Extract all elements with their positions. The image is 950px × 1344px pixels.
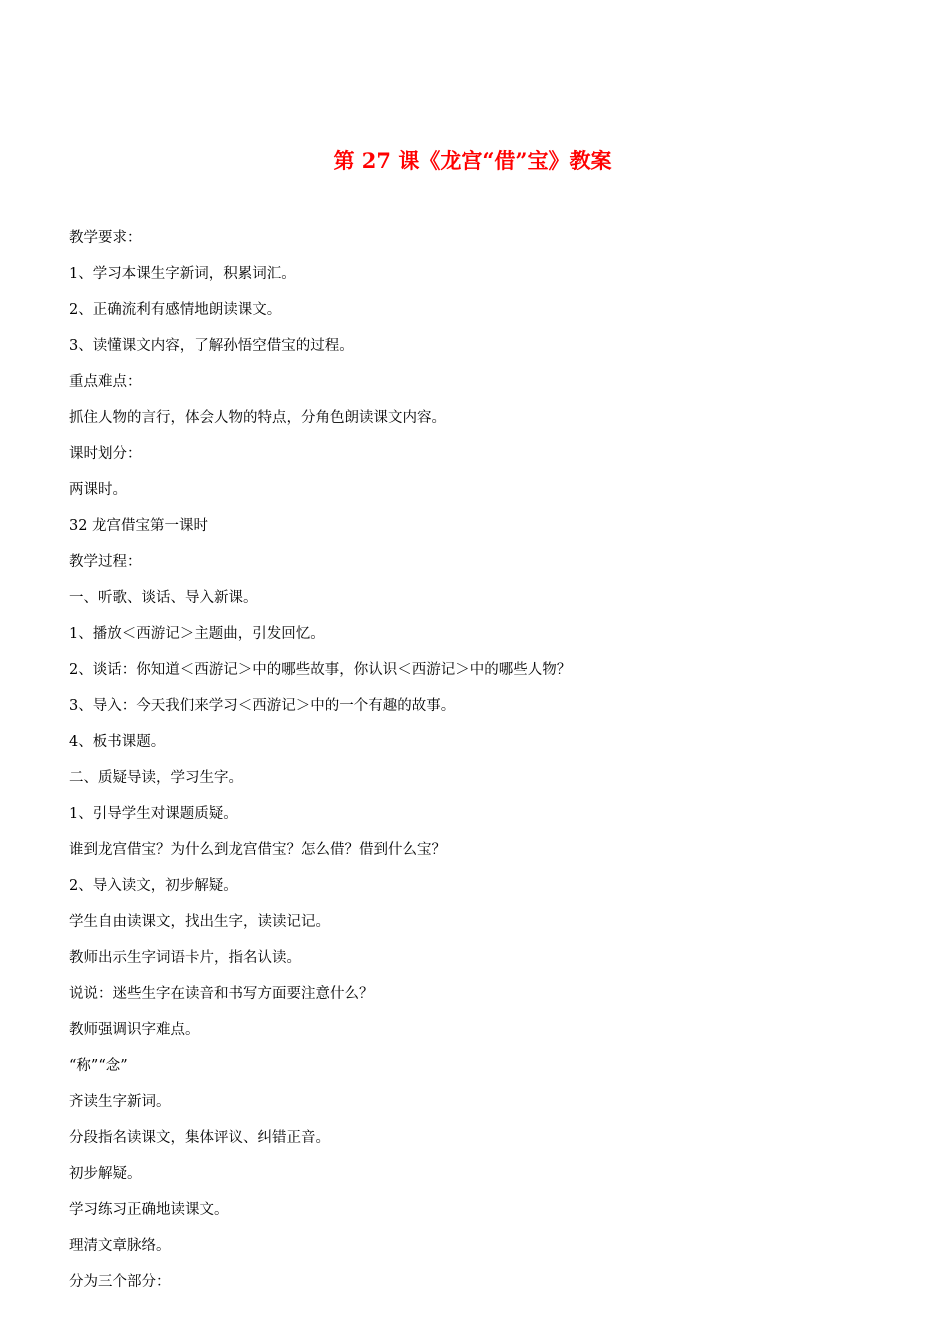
paragraph: 齐读生字新词。	[69, 1094, 171, 1110]
paragraph: 抓住人物的言行，体会人物的特点，分角色朗读课文内容。	[69, 410, 446, 426]
paragraph: 教师强调识字难点。	[69, 1022, 200, 1038]
paragraph: 教师出示生字词语卡片，指名认读。	[69, 950, 301, 966]
section-heading-key-difficulties: 重点难点：	[69, 374, 142, 390]
paragraph: 3、导入：今天我们来学习＜西游记＞中的一个有趣的故事。	[69, 698, 456, 714]
paragraph: 说说：迷些生字在读音和书写方面要注意什么？	[69, 986, 374, 1002]
paragraph: 理清文章脉络。	[69, 1238, 171, 1254]
paragraph: 一、听歌、谈话、导入新课。	[69, 590, 258, 606]
section-heading-teaching-process: 教学过程：	[69, 554, 142, 570]
paragraph: 1、播放＜西游记＞主题曲，引发回忆。	[69, 626, 325, 642]
paragraph: 学生自由读课文，找出生字，读读记记。	[69, 914, 330, 930]
section-heading-class-hours: 课时划分：	[69, 446, 142, 462]
paragraph: 分为三个部分：	[69, 1274, 171, 1290]
paragraph: 2、正确流利有感情地朗读课文。	[69, 302, 282, 318]
paragraph: 学习练习正确地读课文。	[69, 1202, 229, 1218]
paragraph: 1、引导学生对课题质疑。	[69, 806, 238, 822]
paragraph: 2、导入读文，初步解疑。	[69, 878, 238, 894]
section-heading-teaching-requirements: 教学要求：	[69, 230, 142, 246]
paragraph: 3、读懂课文内容，了解孙悟空借宝的过程。	[69, 338, 354, 354]
document-title: 第 27 课《龙宫“借”宝》教案	[333, 148, 612, 173]
paragraph: 两课时。	[69, 482, 127, 498]
paragraph: 2、谈话：你知道＜西游记＞中的哪些故事，你认识＜西游记＞中的哪些人物？	[69, 662, 572, 678]
paragraph: 32 龙宫借宝第一课时	[69, 518, 209, 534]
paragraph: 4、板书课题。	[69, 734, 166, 750]
document-body	[69, 228, 889, 1308]
paragraph: 1、学习本课生字新词，积累词汇。	[69, 266, 296, 282]
paragraph: 二、质疑导读，学习生字。	[69, 770, 243, 786]
paragraph: “称”“念”	[69, 1058, 128, 1074]
paragraph: 分段指名读课文，集体评议、纠错正音。	[69, 1130, 330, 1146]
paragraph: 初步解疑。	[69, 1166, 142, 1182]
paragraph: 谁到龙宫借宝？为什么到龙宫借宝？怎么借？借到什么宝？	[69, 842, 446, 858]
